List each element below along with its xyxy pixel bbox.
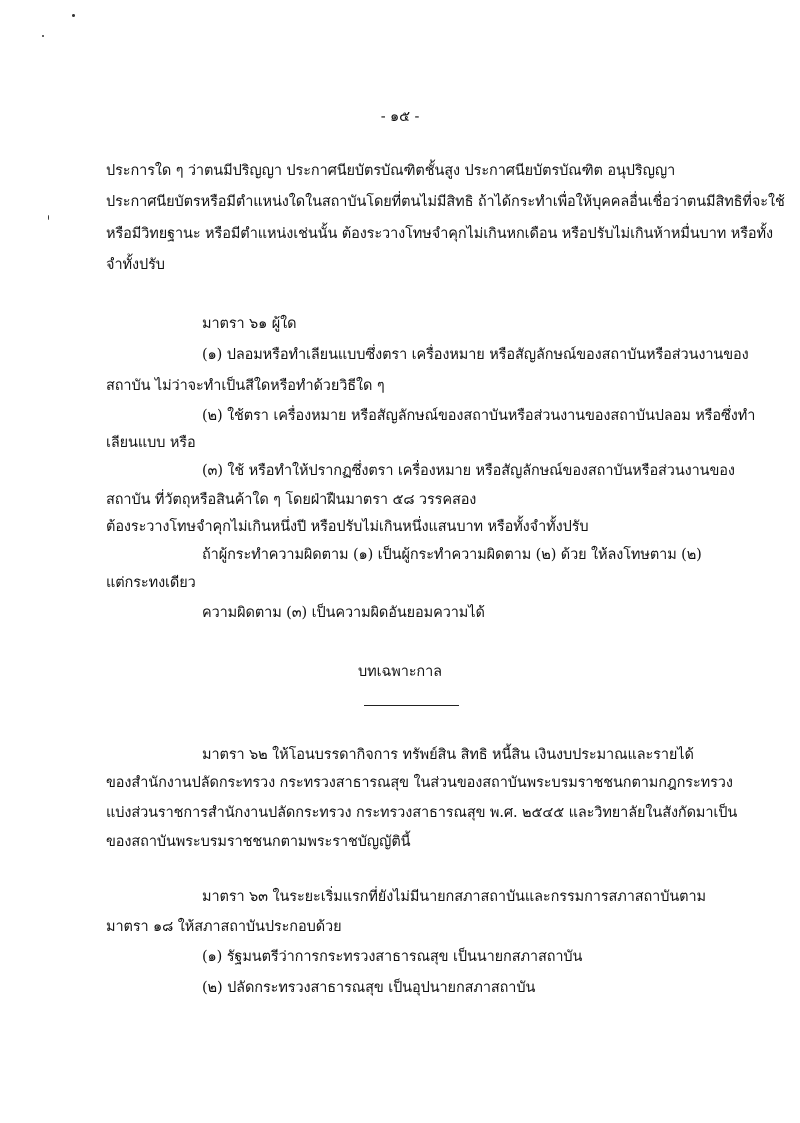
text-line: (๒) ปลัดกระทรวงสาธารณสุข เป็นอุปนายกสภาสถาบัน (202, 980, 536, 996)
text-line: หรือมีวิทยฐานะ หรือมีตำแหน่งเช่นนั้น ต้องระวางโทษจำคุกไม่เกินหกเดือน หรือปรับไม่เกินห้าหมื่นบาท หรือทั้ง (106, 226, 773, 242)
scan-speck (72, 14, 75, 17)
text-line: มาตรา ๖๒ ให้โอนบรรดากิจการ ทรัพย์สิน สิทธิ หนี้สิน เงินงบประมาณและรายได้ (202, 747, 694, 763)
text-line: เลียนแบบ หรือ (106, 435, 196, 451)
text-line: ต้องระวางโทษจำคุกไม่เกินหนึ่งปี หรือปรับไม่เกินหนึ่งแสนบาท หรือทั้งจำทั้งปรับ (106, 519, 589, 535)
text-line: (๑) รัฐมนตรีว่าการกระทรวงสาธารณสุข เป็นนายกสภาสถาบัน (202, 949, 583, 965)
text-line: สถาบัน ที่วัตถุหรือสินค้าใด ๆ โดยฝ่าฝืนมาตรา ๕๘ วรรคสอง (106, 492, 477, 508)
section-heading: มาตรา ๖๑ ผู้ใด (202, 316, 297, 332)
text-line: แต่กระทงเดียว (106, 575, 196, 591)
text-line: (๒) ใช้ตรา เครื่องหมาย หรือสัญลักษณ์ของสถาบันหรือส่วนงานของสถาบันปลอม หรือซึ่งทำ (202, 408, 756, 424)
chapter-heading: บทเฉพาะกาล (358, 664, 442, 680)
text-line: แบ่งส่วนราชการสำนักงานปลัดกระทรวง กระทรวงสาธารณสุข พ.ศ. ๒๕๔๕ และวิทยาลัยในสังกัดมาเป็น (106, 805, 738, 821)
text-line: ของสถาบันพระบรมราชชนกตามพระราชบัญญัตินี้ (106, 834, 411, 850)
text-line: ถ้าผู้กระทำความผิดตาม (๑) เป็นผู้กระทำความผิดตาม (๒) ด้วย ให้ลงโทษตาม (๒) (202, 547, 702, 563)
scan-speck (48, 215, 49, 220)
text-line: ประกาศนียบัตรหรือมีตำแหน่งใดในสถาบันโดยที่ตนไม่มีสิทธิ ถ้าได้กระทำเพื่อให้บุคคลอื่นเชื่อว่าตนมีสิทธิที่จะใช้ (106, 194, 785, 210)
heading-underline (364, 705, 459, 706)
text-line: ความผิดตาม (๓) เป็นความผิดอันยอมความได้ (202, 605, 485, 621)
text-line: ประการใด ๆ ว่าตนมีปริญญา ประกาศนียบัตรบัณฑิตชั้นสูง ประกาศนียบัตรบัณฑิต อนุปริญญา (106, 163, 676, 179)
text-line: มาตรา ๖๓ ในระยะเริ่มแรกที่ยังไม่มีนายกสภาสถาบันและกรรมการสภาสถาบันตาม (202, 889, 706, 905)
scan-speck (42, 35, 44, 37)
text-line: จำทั้งปรับ (106, 257, 165, 273)
page-number: - ๑๕ - (380, 109, 420, 125)
text-line: มาตรา ๑๘ ให้สภาสถาบันประกอบด้วย (106, 919, 342, 935)
text-line: สถาบัน ไม่ว่าจะทำเป็นสีใดหรือทำด้วยวิธีใด ๆ (106, 378, 385, 394)
text-line: (๓) ใช้ หรือทำให้ปรากฏซึ่งตรา เครื่องหมาย หรือสัญลักษณ์ของสถาบันหรือส่วนงานของ (202, 463, 735, 479)
text-line: (๑) ปลอมหรือทำเลียนแบบซึ่งตรา เครื่องหมาย หรือสัญลักษณ์ของสถาบันหรือส่วนงานของ (202, 347, 749, 363)
text-line: ของสำนักงานปลัดกระทรวง กระทรวงสาธารณสุข ในส่วนของสถาบันพระบรมราชชนกตามกฎกระทรวง (106, 775, 733, 791)
